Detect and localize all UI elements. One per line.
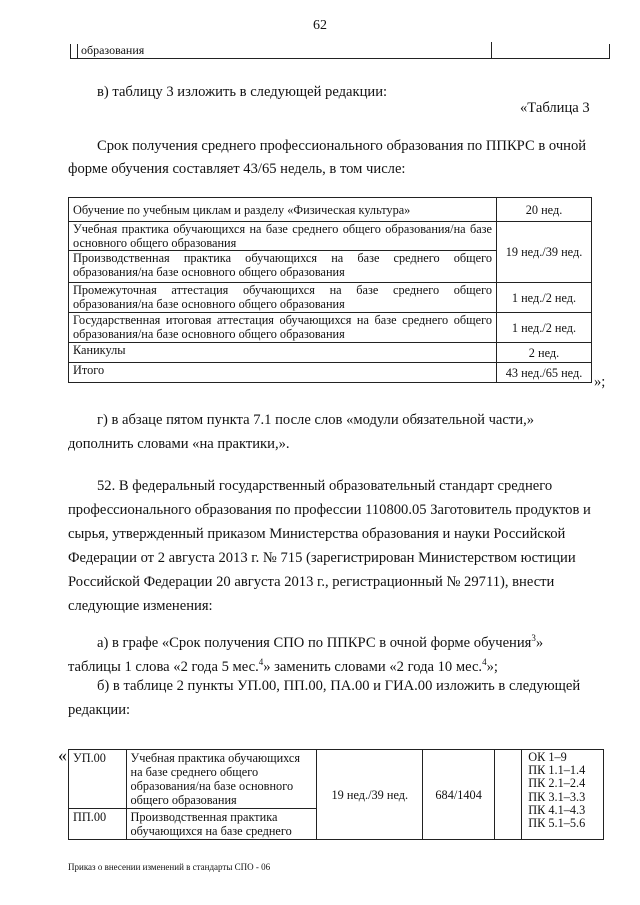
table-cell-code: ПП.00 (69, 809, 127, 840)
intro-line-1: Срок получения среднего профессионального образования по ППКРС в очной (97, 138, 587, 154)
page-footer: Приказ о внесении изменений в стандарты СПО - 06 (68, 862, 271, 872)
footnote-ref: 4 (482, 657, 487, 667)
paragraph-a-text: » (535, 634, 544, 651)
table-cell-text: Производственная практика обучающихся на базе среднего общего образования/на базе основного общего образования (69, 251, 497, 283)
paragraph-b-line-2: редакции: (68, 702, 131, 718)
competency-item: ПК 5.1–5.6 (528, 816, 586, 831)
paragraph-52-line: Российской Федерации 20 августа 2013 г., регистрационный № 29711), внести (68, 574, 555, 590)
table-cell-hours: 684/1404 (423, 750, 495, 840)
paragraph-a-text: » заменить словами «2 года 10 мес. (263, 658, 483, 675)
table-cell-text: Промежуточная аттестация обучающихся на базе среднего общего образования/на базе основного общего образования (69, 283, 497, 313)
paragraph-52-line: следующие изменения: (68, 598, 213, 614)
previous-table-fragment (70, 44, 610, 59)
paragraph-v: в) таблицу 3 изложить в следующей редакции: (97, 84, 388, 100)
table-cell-value: 1 нед./2 нед. (497, 313, 592, 343)
table-label: «Таблица 3 (520, 100, 590, 116)
table-cell-code: УП.00 (69, 750, 127, 809)
table-cell-text: Государственная итоговая аттестация обучающихся на базе среднего общего образования/на базе основного общего образования (69, 313, 497, 343)
table-closing: »; (594, 374, 606, 390)
table-cell-competencies (522, 750, 604, 840)
intro-line-2: форме обучения составляет 43/65 недель, в том числе: (68, 161, 406, 177)
table-row (69, 222, 592, 251)
table-cell-value: 1 нед./2 нед. (497, 283, 592, 313)
table-row (69, 363, 592, 383)
competency-item: ПК 1.1–1.4 (528, 763, 586, 778)
paragraph-52-line: профессионального образования по профессии 110800.05 Заготовитель продуктов и (68, 502, 591, 518)
table-cell-text: Учебная практика обучающихся на базе среднего общего образования/на базе основного общего образования (126, 750, 317, 809)
paragraph-g-line-2: дополнить словами «на практики,». (68, 436, 290, 452)
table-cell-weeks: 19 нед./39 нед. (317, 750, 423, 840)
previous-table-cell: образования (77, 42, 492, 58)
table-open-quote: « (58, 745, 67, 765)
table-row (69, 750, 604, 809)
table-cell-text: Обучение по учебным циклам и разделу «Физическая культура» (69, 198, 497, 222)
table-row (69, 283, 592, 313)
competency-item: ПК 2.1–2.4 (528, 776, 586, 791)
paragraph-a-text: таблицы 1 слова «2 года 5 мес. (68, 658, 259, 675)
competency-item: ПК 3.1–3.3 (528, 789, 586, 804)
table-cell-value: 43 нед./65 нед. (497, 363, 592, 383)
competency-item: ОК 1–9 (528, 750, 567, 764)
paragraph-52-line: 52. В федеральный государственный образовательный стандарт среднего (97, 478, 553, 494)
competency-item: ПК 4.1–4.3 (528, 802, 586, 817)
paragraph-g-line-1: г) в абзаце пятом пункта 7.1 после слов «модули обязательной части,» (97, 412, 535, 428)
table-cell-value: 19 нед./39 нед. (497, 222, 592, 283)
paragraph-a-text: а) в графе «Срок получения СПО по ППКРС в очной форме обучения (97, 634, 532, 651)
table-cell-value: 20 нед. (497, 198, 592, 222)
table-cell-text: Производственная практика обучающихся на базе среднего (126, 809, 317, 840)
paragraph-b-line-1: б) в таблице 2 пункты УП.00, ПП.00, ПА.00 и ГИА.00 изложить в следующей (97, 678, 581, 694)
table-cell-text: Каникулы (69, 343, 497, 363)
table-row (69, 313, 592, 343)
paragraph-52-line: сырья, утвержденный приказом Министерства образования и науки Российской (68, 526, 566, 542)
table-2 (68, 749, 604, 840)
table-cell-text: Учебная практика обучающихся на базе среднего общего образования/на базе основного общего образования (69, 222, 497, 251)
paragraph-a-text: »; (486, 658, 498, 675)
table-row (69, 198, 592, 222)
table-row (69, 343, 592, 363)
table-cell-value: 2 нед. (497, 343, 592, 363)
paragraph-52-line: Федерации от 2 августа 2013 г. № 715 (зарегистрирован Министерством юстиции (68, 550, 576, 566)
page-number: 62 (313, 18, 327, 33)
footnote-ref: 3 (531, 633, 536, 643)
table-cell-text: Итого (69, 363, 497, 383)
footnote-ref: 4 (258, 657, 264, 667)
table-3 (68, 197, 592, 383)
